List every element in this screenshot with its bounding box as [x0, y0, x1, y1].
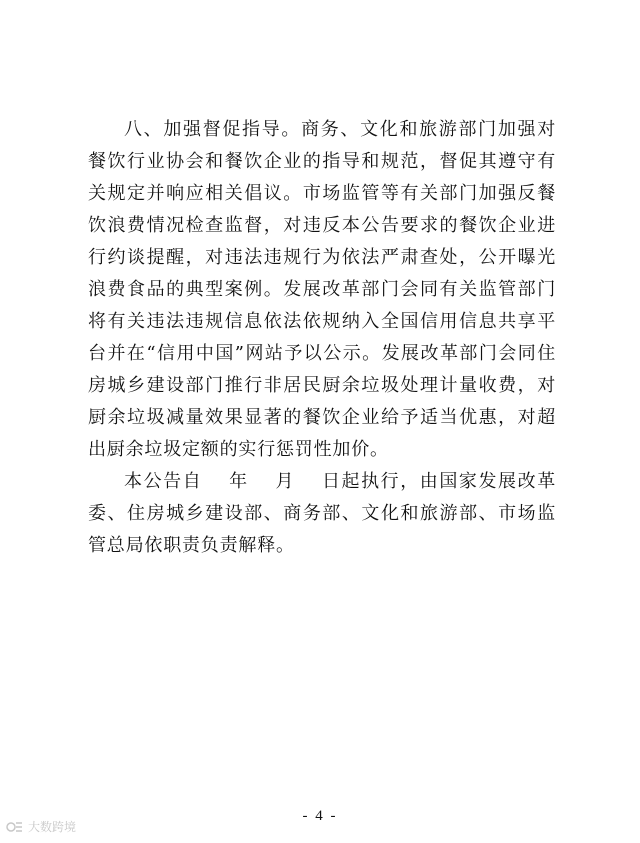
paragraph-effective-date: 本公告自 年 月 日起执行，由国家发展改革委、住房城乡建设部、商务部、文化和旅游部、市场监管总局依职责负责解释。: [88, 471, 556, 556]
watermark: [6, 818, 76, 835]
paragraph-supervision: 八、加强督促指导。商务、文化和旅游部门加强对餐饮行业协会和餐饮企业的指导和规范，督促其遵守有关规定并响应相关倡议。市场监管等有关部门加强反餐饮浪费情况检查监督，对违反本公告要求的餐饮企业进行约谈提醒，对违法违规行为依法严肃查处，公开曝光浪费食品的典型案例。发展改革部门会同有关监管部门将有关违法违规信息依法依规纳入全国信用信息共享平台并在“信用中国”网站予以公示。发展改革部门会同住房城乡建设部门推行非居民厨余垃圾处理计量收费，对厨余垃圾减量效果显著的餐饮企业给予适当优惠，对超出厨余垃圾定额的实行惩罚性加价。: [88, 119, 556, 460]
brand-logo-icon: [6, 820, 24, 834]
page-number: - 4 -: [302, 808, 338, 824]
document-body: [88, 114, 556, 562]
watermark-text: 大数跨境: [28, 820, 77, 834]
